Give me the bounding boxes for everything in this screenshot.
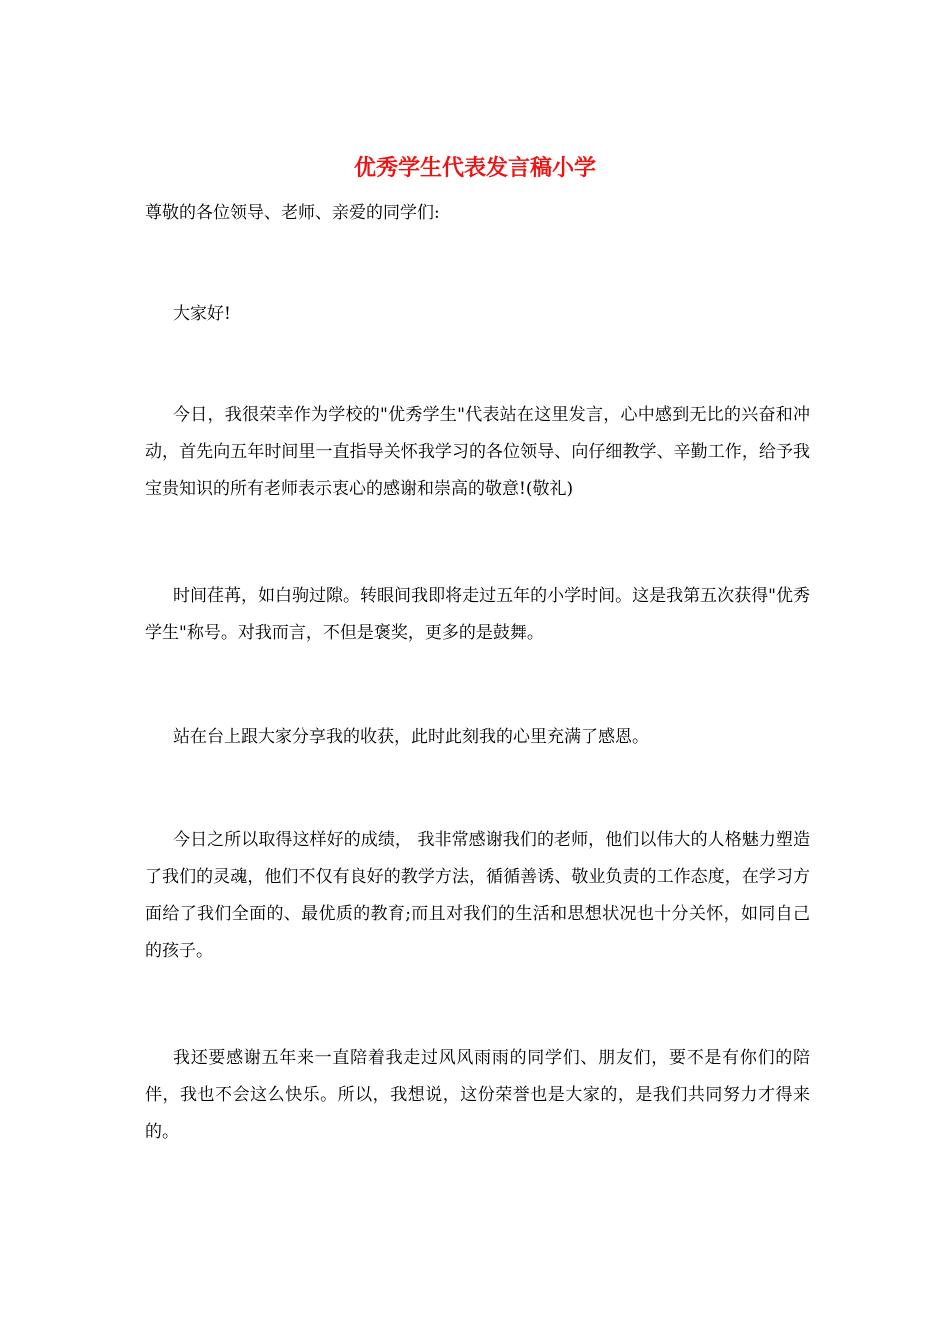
paragraph-gratitude: 站在台上跟大家分享我的收获，此时此刻我的心里充满了感恩。 (173, 727, 649, 747)
document-title: 优秀学生代表发言稿小学 (353, 155, 596, 181)
paragraph-time: 时间荏苒，如白驹过隙。转眼间我即将走过五年的小学时间。这是我第五次获得"优秀学生"称号。对我而言，不但是褒奖，更多的是鼓舞。 (145, 586, 810, 643)
paragraph-opening: 今日，我很荣幸作为学校的"优秀学生"代表站在这里发言，心中感到无比的兴奋和冲动，首先向五年时间里一直指导关怀我学习的各位领导、向仔细教学、辛勤工作，给予我宝贵知识的所有老师表示衷心的感谢和崇高的敬意!(敬礼) (145, 405, 810, 499)
salutation: 尊敬的各位领导、老师、亲爱的同学们: (145, 203, 440, 223)
paragraph-classmates: 我还要感谢五年来一直陪着我走过风风雨雨的同学们、朋友们，要不是有你们的陪伴，我也不会这么快乐。所以，我想说，这份荣誉也是大家的，是我们共同努力才得来的。 (145, 1048, 810, 1142)
paragraph-teachers: 今日之所以取得这样好的成绩， 我非常感谢我们的老师，他们以伟大的人格魅力塑造了我们的灵魂，他们不仅有良好的教学方法，循循善诱、敬业负责的工作态度，在学习方面给了我们全面的、最优质的教育;而且对我们的生活和思想状况也十分关怀，如同自己的孩子。 (145, 830, 810, 961)
paragraph-greeting: 大家好! (173, 304, 231, 324)
